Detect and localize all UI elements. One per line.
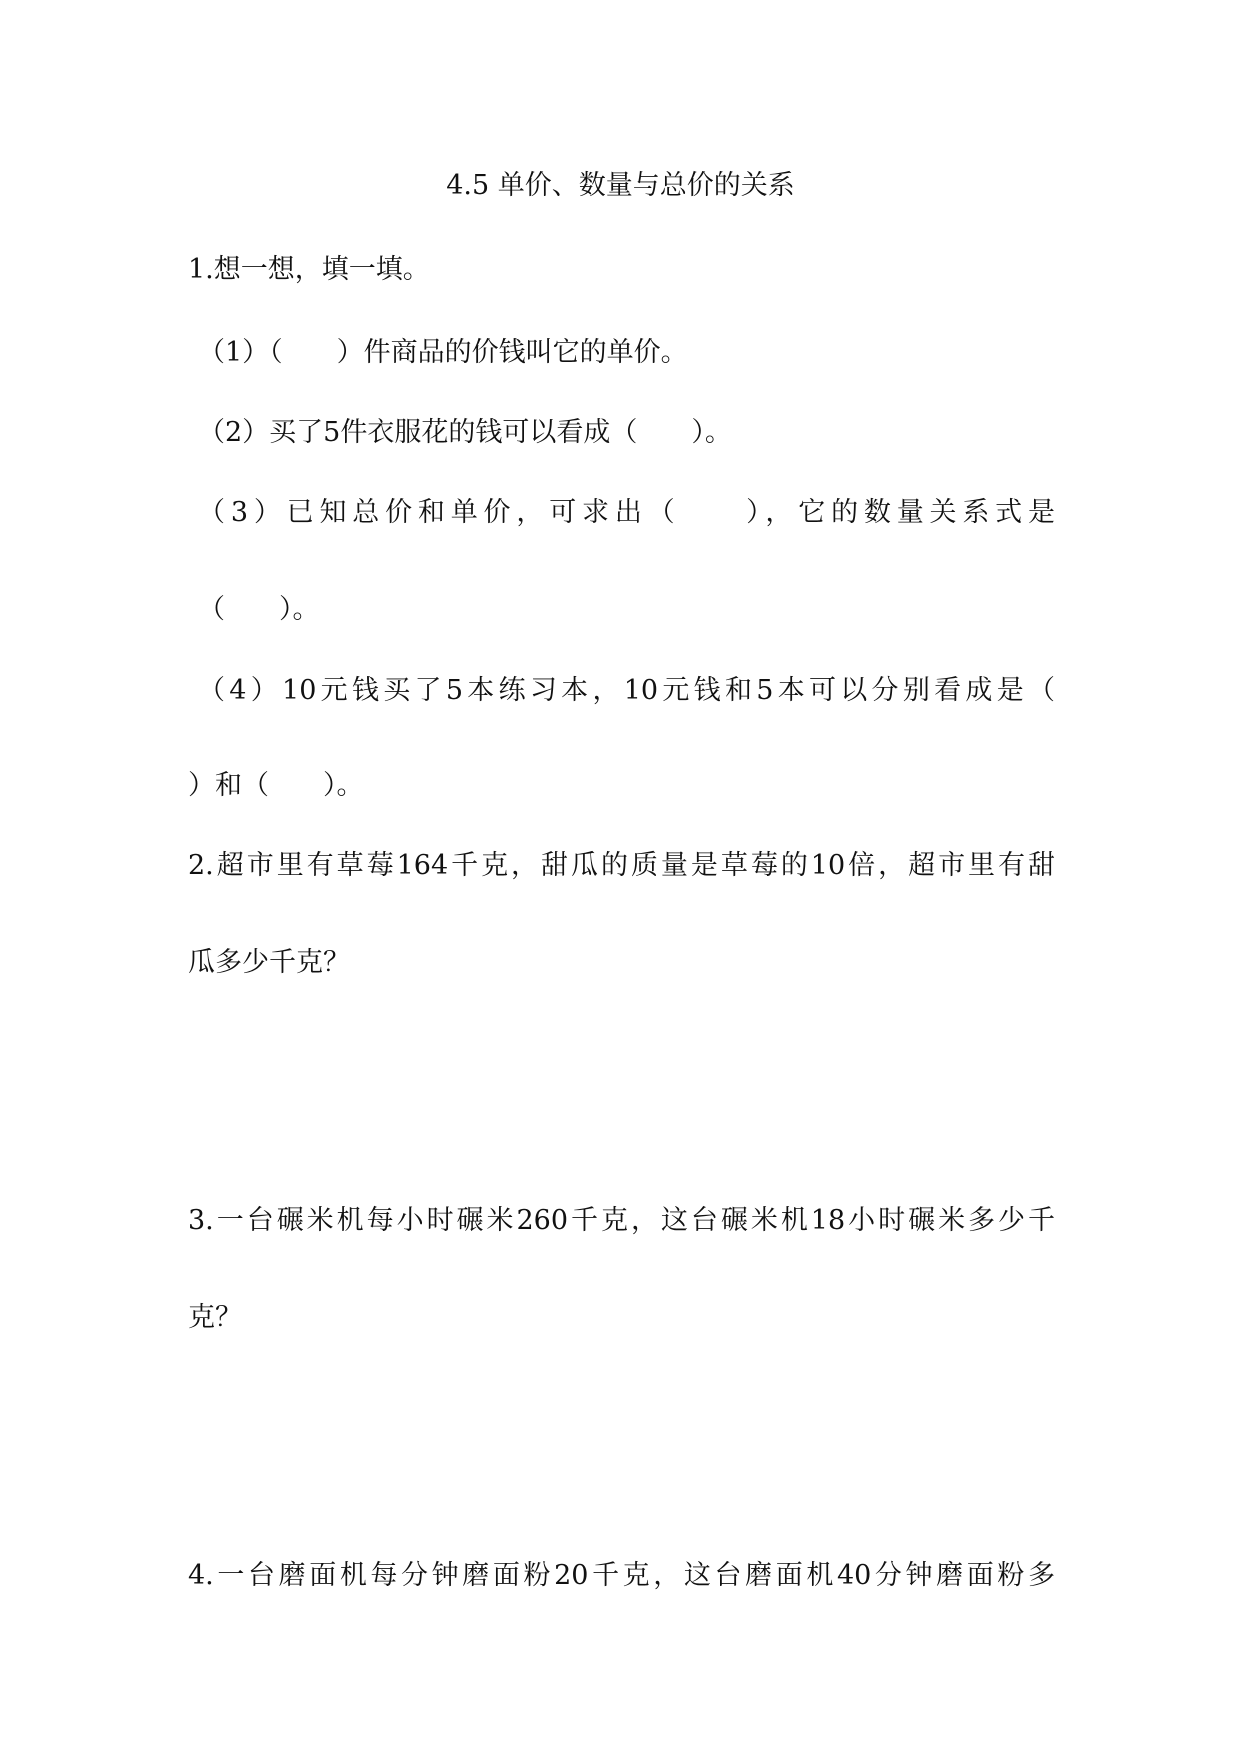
question-1-item-4: （4）10元钱买了5本练习本，10元钱和5本可以分别看成是（ bbox=[198, 675, 1055, 706]
question-2-line-1: 2.超市里有草莓164千克，甜瓜的质量是草莓的10倍，超市里有甜 bbox=[188, 850, 1055, 881]
question-1-heading: 1.想一想，填一填。 bbox=[188, 254, 430, 285]
question-2-line-2: 瓜多少千克？ bbox=[188, 947, 350, 978]
question-3-line-1: 3.一台碾米机每小时碾米260千克，这台碾米机18小时碾米多少千 bbox=[188, 1205, 1055, 1236]
question-1-item-2: （2）买了5件衣服花的钱可以看成（ ）。 bbox=[198, 417, 732, 448]
page-title: 4.5 单价、数量与总价的关系 bbox=[446, 170, 795, 201]
question-4-line-1: 4.一台磨面机每分钟磨面粉20千克，这台磨面机40分钟磨面粉多 bbox=[188, 1560, 1055, 1591]
question-1-item-3: （3）已知总价和单价，可求出（ ），它的数量关系式是 bbox=[198, 497, 1055, 528]
question-3-line-2: 克？ bbox=[188, 1302, 242, 1333]
question-1-item-4-continued: ）和（ ）。 bbox=[188, 770, 364, 801]
question-1-item-1: （1）（ ）件商品的价钱叫它的单价。 bbox=[198, 337, 688, 368]
question-1-item-3-continued: （ ）。 bbox=[198, 594, 320, 625]
